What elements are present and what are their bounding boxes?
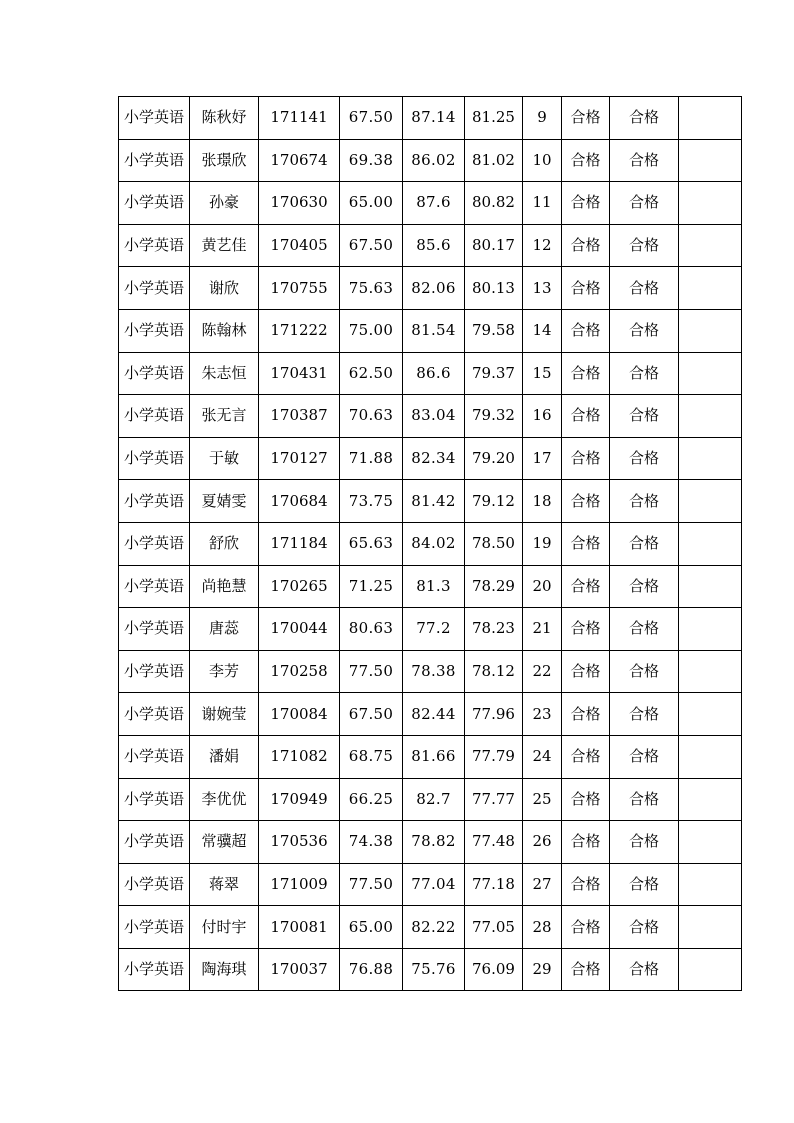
written-score-cell: 69.38 [340, 139, 403, 182]
result-cell-2: 合格 [610, 735, 679, 778]
written-score-cell: 77.50 [340, 863, 403, 906]
result-cell: 合格 [562, 97, 610, 140]
rank-cell: 20 [523, 565, 562, 608]
written-score-cell: 67.50 [340, 97, 403, 140]
result-cell-2: 合格 [610, 948, 679, 991]
id-cell: 171184 [259, 522, 340, 565]
interview-score-cell: 77.04 [403, 863, 465, 906]
total-score-cell: 81.02 [465, 139, 523, 182]
name-cell: 夏婧雯 [190, 480, 259, 523]
table-row [119, 522, 742, 565]
total-score-cell: 79.12 [465, 480, 523, 523]
written-score-cell: 67.50 [340, 693, 403, 736]
rank-cell: 9 [523, 97, 562, 140]
subject-cell: 小学英语 [119, 735, 190, 778]
result-cell: 合格 [562, 608, 610, 651]
total-score-cell: 77.96 [465, 693, 523, 736]
id-cell: 171082 [259, 735, 340, 778]
interview-score-cell: 87.14 [403, 97, 465, 140]
result-cell-2: 合格 [610, 437, 679, 480]
total-score-cell: 79.32 [465, 395, 523, 438]
result-cell: 合格 [562, 139, 610, 182]
interview-score-cell: 78.38 [403, 650, 465, 693]
id-cell: 170431 [259, 352, 340, 395]
note-cell [679, 693, 742, 736]
written-score-cell: 65.00 [340, 906, 403, 949]
result-cell: 合格 [562, 650, 610, 693]
results-table-body [119, 97, 742, 991]
total-score-cell: 80.82 [465, 182, 523, 225]
name-cell: 孙豪 [190, 182, 259, 225]
rank-cell: 27 [523, 863, 562, 906]
name-cell: 蒋翠 [190, 863, 259, 906]
subject-cell: 小学英语 [119, 608, 190, 651]
rank-cell: 29 [523, 948, 562, 991]
interview-score-cell: 81.42 [403, 480, 465, 523]
table-row [119, 948, 742, 991]
id-cell: 170405 [259, 224, 340, 267]
id-cell: 170265 [259, 565, 340, 608]
id-cell: 170949 [259, 778, 340, 821]
rank-cell: 12 [523, 224, 562, 267]
result-cell: 合格 [562, 182, 610, 225]
result-cell-2: 合格 [610, 139, 679, 182]
id-cell: 170081 [259, 906, 340, 949]
subject-cell: 小学英语 [119, 224, 190, 267]
result-cell: 合格 [562, 309, 610, 352]
subject-cell: 小学英语 [119, 650, 190, 693]
table-row [119, 437, 742, 480]
id-cell: 171141 [259, 97, 340, 140]
id-cell: 170755 [259, 267, 340, 310]
name-cell: 陈秋妤 [190, 97, 259, 140]
written-score-cell: 75.00 [340, 309, 403, 352]
table-row [119, 224, 742, 267]
result-cell: 合格 [562, 863, 610, 906]
result-cell-2: 合格 [610, 863, 679, 906]
result-cell-2: 合格 [610, 565, 679, 608]
subject-cell: 小学英语 [119, 522, 190, 565]
id-cell: 170630 [259, 182, 340, 225]
total-score-cell: 80.17 [465, 224, 523, 267]
result-cell: 合格 [562, 735, 610, 778]
result-cell-2: 合格 [610, 522, 679, 565]
name-cell: 谢婉莹 [190, 693, 259, 736]
subject-cell: 小学英语 [119, 182, 190, 225]
interview-score-cell: 82.7 [403, 778, 465, 821]
table-row [119, 863, 742, 906]
table-row [119, 395, 742, 438]
id-cell: 171222 [259, 309, 340, 352]
name-cell: 黄艺佳 [190, 224, 259, 267]
id-cell: 170684 [259, 480, 340, 523]
subject-cell: 小学英语 [119, 437, 190, 480]
interview-score-cell: 86.6 [403, 352, 465, 395]
name-cell: 李优优 [190, 778, 259, 821]
interview-score-cell: 75.76 [403, 948, 465, 991]
table-row [119, 352, 742, 395]
rank-cell: 25 [523, 778, 562, 821]
interview-score-cell: 81.54 [403, 309, 465, 352]
interview-score-cell: 81.66 [403, 735, 465, 778]
results-table [118, 96, 742, 991]
result-cell-2: 合格 [610, 182, 679, 225]
table-row [119, 139, 742, 182]
written-score-cell: 68.75 [340, 735, 403, 778]
result-cell: 合格 [562, 522, 610, 565]
result-cell-2: 合格 [610, 395, 679, 438]
id-cell: 170258 [259, 650, 340, 693]
result-cell: 合格 [562, 948, 610, 991]
table-row [119, 693, 742, 736]
rank-cell: 15 [523, 352, 562, 395]
result-cell: 合格 [562, 906, 610, 949]
name-cell: 于敏 [190, 437, 259, 480]
total-score-cell: 77.18 [465, 863, 523, 906]
result-cell: 合格 [562, 395, 610, 438]
note-cell [679, 139, 742, 182]
interview-score-cell: 82.34 [403, 437, 465, 480]
name-cell: 陈翰林 [190, 309, 259, 352]
total-score-cell: 76.09 [465, 948, 523, 991]
table-row [119, 267, 742, 310]
name-cell: 张无言 [190, 395, 259, 438]
result-cell-2: 合格 [610, 352, 679, 395]
subject-cell: 小学英语 [119, 565, 190, 608]
note-cell [679, 565, 742, 608]
written-score-cell: 76.88 [340, 948, 403, 991]
written-score-cell: 71.88 [340, 437, 403, 480]
result-cell: 合格 [562, 693, 610, 736]
table-row [119, 480, 742, 523]
name-cell: 尚艳慧 [190, 565, 259, 608]
name-cell: 潘娟 [190, 735, 259, 778]
rank-cell: 10 [523, 139, 562, 182]
rank-cell: 16 [523, 395, 562, 438]
result-cell: 合格 [562, 480, 610, 523]
interview-score-cell: 82.44 [403, 693, 465, 736]
written-score-cell: 65.63 [340, 522, 403, 565]
id-cell: 170044 [259, 608, 340, 651]
id-cell: 170674 [259, 139, 340, 182]
id-cell: 170037 [259, 948, 340, 991]
interview-score-cell: 85.6 [403, 224, 465, 267]
name-cell: 陶海琪 [190, 948, 259, 991]
result-cell-2: 合格 [610, 906, 679, 949]
interview-score-cell: 78.82 [403, 821, 465, 864]
result-cell: 合格 [562, 437, 610, 480]
subject-cell: 小学英语 [119, 267, 190, 310]
result-cell-2: 合格 [610, 821, 679, 864]
rank-cell: 13 [523, 267, 562, 310]
written-score-cell: 74.38 [340, 821, 403, 864]
name-cell: 张璟欣 [190, 139, 259, 182]
table-row [119, 650, 742, 693]
note-cell [679, 863, 742, 906]
interview-score-cell: 84.02 [403, 522, 465, 565]
note-cell [679, 352, 742, 395]
total-score-cell: 78.50 [465, 522, 523, 565]
interview-score-cell: 81.3 [403, 565, 465, 608]
rank-cell: 26 [523, 821, 562, 864]
subject-cell: 小学英语 [119, 821, 190, 864]
name-cell: 舒欣 [190, 522, 259, 565]
subject-cell: 小学英语 [119, 778, 190, 821]
written-score-cell: 75.63 [340, 267, 403, 310]
subject-cell: 小学英语 [119, 139, 190, 182]
result-cell-2: 合格 [610, 309, 679, 352]
note-cell [679, 608, 742, 651]
subject-cell: 小学英语 [119, 863, 190, 906]
total-score-cell: 79.37 [465, 352, 523, 395]
note-cell [679, 224, 742, 267]
subject-cell: 小学英语 [119, 906, 190, 949]
result-cell-2: 合格 [610, 267, 679, 310]
table-row [119, 97, 742, 140]
total-score-cell: 77.79 [465, 735, 523, 778]
written-score-cell: 71.25 [340, 565, 403, 608]
written-score-cell: 73.75 [340, 480, 403, 523]
note-cell [679, 395, 742, 438]
total-score-cell: 79.20 [465, 437, 523, 480]
note-cell [679, 906, 742, 949]
total-score-cell: 77.48 [465, 821, 523, 864]
note-cell [679, 267, 742, 310]
interview-score-cell: 77.2 [403, 608, 465, 651]
name-cell: 常骥超 [190, 821, 259, 864]
total-score-cell: 79.58 [465, 309, 523, 352]
table-row [119, 608, 742, 651]
interview-score-cell: 82.06 [403, 267, 465, 310]
subject-cell: 小学英语 [119, 948, 190, 991]
subject-cell: 小学英语 [119, 693, 190, 736]
table-row [119, 565, 742, 608]
note-cell [679, 650, 742, 693]
id-cell: 170084 [259, 693, 340, 736]
total-score-cell: 80.13 [465, 267, 523, 310]
id-cell: 170387 [259, 395, 340, 438]
note-cell [679, 821, 742, 864]
table-row [119, 309, 742, 352]
interview-score-cell: 83.04 [403, 395, 465, 438]
rank-cell: 11 [523, 182, 562, 225]
total-score-cell: 78.12 [465, 650, 523, 693]
rank-cell: 22 [523, 650, 562, 693]
result-cell: 合格 [562, 352, 610, 395]
note-cell [679, 309, 742, 352]
table-row [119, 182, 742, 225]
written-score-cell: 70.63 [340, 395, 403, 438]
note-cell [679, 522, 742, 565]
table-row [119, 778, 742, 821]
rank-cell: 14 [523, 309, 562, 352]
note-cell [679, 480, 742, 523]
rank-cell: 23 [523, 693, 562, 736]
result-cell-2: 合格 [610, 650, 679, 693]
table-row [119, 821, 742, 864]
interview-score-cell: 82.22 [403, 906, 465, 949]
result-cell: 合格 [562, 565, 610, 608]
result-cell: 合格 [562, 267, 610, 310]
name-cell: 唐蕊 [190, 608, 259, 651]
result-cell: 合格 [562, 821, 610, 864]
interview-score-cell: 86.02 [403, 139, 465, 182]
note-cell [679, 948, 742, 991]
note-cell [679, 182, 742, 225]
name-cell: 谢欣 [190, 267, 259, 310]
result-cell-2: 合格 [610, 224, 679, 267]
id-cell: 170127 [259, 437, 340, 480]
total-score-cell: 78.23 [465, 608, 523, 651]
subject-cell: 小学英语 [119, 480, 190, 523]
result-cell-2: 合格 [610, 97, 679, 140]
note-cell [679, 778, 742, 821]
written-score-cell: 77.50 [340, 650, 403, 693]
subject-cell: 小学英语 [119, 97, 190, 140]
table-row [119, 906, 742, 949]
written-score-cell: 66.25 [340, 778, 403, 821]
rank-cell: 19 [523, 522, 562, 565]
subject-cell: 小学英语 [119, 352, 190, 395]
result-cell-2: 合格 [610, 693, 679, 736]
name-cell: 李芳 [190, 650, 259, 693]
note-cell [679, 735, 742, 778]
written-score-cell: 65.00 [340, 182, 403, 225]
rank-cell: 28 [523, 906, 562, 949]
result-cell-2: 合格 [610, 608, 679, 651]
result-cell-2: 合格 [610, 480, 679, 523]
subject-cell: 小学英语 [119, 395, 190, 438]
name-cell: 朱志恒 [190, 352, 259, 395]
rank-cell: 17 [523, 437, 562, 480]
rank-cell: 18 [523, 480, 562, 523]
result-cell: 合格 [562, 778, 610, 821]
rank-cell: 24 [523, 735, 562, 778]
id-cell: 170536 [259, 821, 340, 864]
written-score-cell: 80.63 [340, 608, 403, 651]
total-score-cell: 77.05 [465, 906, 523, 949]
interview-score-cell: 87.6 [403, 182, 465, 225]
total-score-cell: 81.25 [465, 97, 523, 140]
total-score-cell: 77.77 [465, 778, 523, 821]
note-cell [679, 97, 742, 140]
subject-cell: 小学英语 [119, 309, 190, 352]
table-row [119, 735, 742, 778]
total-score-cell: 78.29 [465, 565, 523, 608]
name-cell: 付时宇 [190, 906, 259, 949]
id-cell: 171009 [259, 863, 340, 906]
written-score-cell: 67.50 [340, 224, 403, 267]
written-score-cell: 62.50 [340, 352, 403, 395]
rank-cell: 21 [523, 608, 562, 651]
note-cell [679, 437, 742, 480]
result-cell: 合格 [562, 224, 610, 267]
result-cell-2: 合格 [610, 778, 679, 821]
